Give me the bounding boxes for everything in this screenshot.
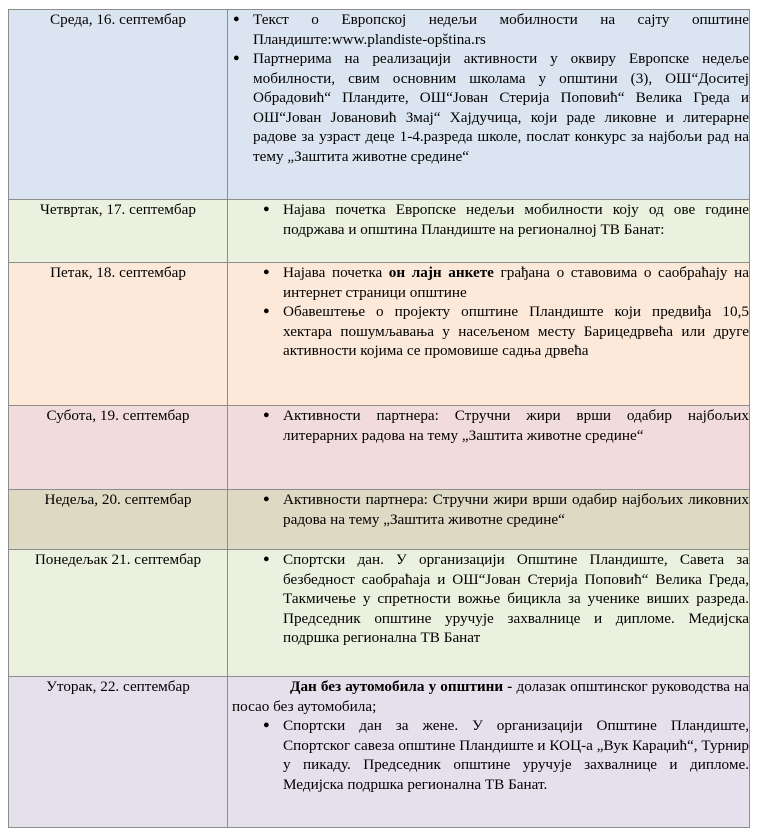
list-item: ● Спортски дан за жене. У организацији Општине Пландиште, Спортског савеза општине Пландиште и КОЦ-а „Вук Караџић“, Турнир у пикаду. Председник општине уручује захвалнице и дипломе. Медијска подршка регионална ТВ Банат. [263,717,749,793]
list-item: ● Најава почетка он лајн анкете грађана о ставовима о саобраћају на интернет страници општине [263,264,749,301]
day-label: Среда, 16. септембар [50,11,186,28]
row-sunday [9,490,750,550]
day-label: Недеља, 20. септембар [44,491,192,508]
bullet-icon: ● [263,719,270,731]
list-item: ● Партнерима на реализацији активности у оквиру Европске недеље мобилности, свим основним школама у општини (3), ОШ“Доситеј Обрадовић“ Пландите, ОШ“Јован Стерија Поповић“ Велика Греда и ОШ“Јован Јовановић Змај“ Хајдучица, који раде ликовне и литерарне радове за узраст деце 1-4.разреда школе, послат конкурс за најбољи рад на тему „Заштита животне средине“ [233,50,749,165]
list-item: ● Активности партнера: Стручни жири врши одабир најбољих литерарних радова на тему „Заштита животне средине“ [263,407,749,444]
day-cell [9,677,228,828]
list-item: ● Активности партнера: Стручни жири врши одабир најбољих ликовних радова на тему „Заштита животне средине“ [263,491,749,528]
activity-list [228,490,749,529]
list-item: ● Спортски дан. У организацији Општине Пландиште, Савета за безбедност саобраћаја и ОШ“Јован Стерија Поповић“ Велика Греда, Такмичење у спретности вожње бицикла за ученике виших разреда. Председник општине уручује захвалнице и дипломе. Медијска подршка регионална ТВ Банат [263,551,749,646]
bullet-icon: ● [233,52,240,64]
row-saturday [9,406,750,490]
online-survey-emphasis: он лајн анкете [388,264,494,281]
activities-cell [228,490,750,550]
bullet-icon: ● [263,409,270,421]
day-cell [9,406,228,490]
bullet-icon: ● [263,553,270,565]
activity-list [228,550,749,648]
activities-cell [228,200,750,263]
activity-list [228,10,749,166]
row-wednesday [9,10,750,200]
bullet-icon: ● [263,305,270,317]
schedule-table [8,9,750,828]
activity-list [228,716,749,794]
activities-cell [228,406,750,490]
day-cell [9,263,228,406]
activities-cell [228,677,750,828]
day-label: Четвртак, 17. септембар [40,201,196,218]
row-monday [9,550,750,677]
car-free-day-intro: Дан без аутомобила у општини - долазак општинског руководства на посао без аутомобила; [232,678,749,715]
activity-list [228,406,749,445]
day-cell [9,200,228,263]
day-cell [9,550,228,677]
day-label: Петак, 18. септембар [50,264,186,281]
activity-list [228,200,749,239]
day-cell [9,490,228,550]
day-label: Субота, 19. септембар [46,407,190,424]
row-thursday [9,200,750,263]
activity-list [228,263,749,361]
activities-cell [228,10,750,200]
activities-cell [228,550,750,677]
list-item: ● Најава почетка Европске недељи мобилности коју од ове године подржава и општина Пландиште на регионалној ТВ Банат: [263,201,749,238]
row-friday [9,263,750,406]
activities-cell [228,263,750,406]
day-label: Понедељак 21. септембар [34,551,202,568]
list-item: ● Текст о Европској недељи мобилности на сајту општине Пландиште:www.plandiste-opština.rs [233,11,749,48]
day-cell [9,10,228,200]
list-item: ● Обавештење о пројекту општине Пландиште који предвиђа 10,5 хектара пошумљавања у насељеном месту Барицедрвећа или друге активности којима се промовише садња дрвећа [263,303,749,359]
bullet-icon: ● [233,13,240,25]
row-tuesday [9,677,750,828]
day-label: Уторак, 22. септембар [46,678,190,695]
bullet-icon: ● [263,203,270,215]
bullet-icon: ● [263,493,270,505]
bullet-icon: ● [263,266,270,278]
car-free-day-heading: Дан без аутомобила у општини - [290,678,513,695]
